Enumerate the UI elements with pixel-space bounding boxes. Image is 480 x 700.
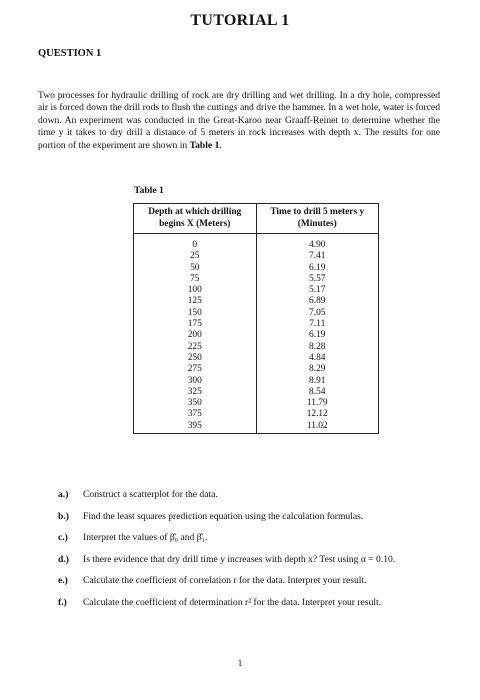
table-row	[134, 353, 379, 364]
question-list	[58, 489, 458, 618]
question-text: Calculate the coefficient of correlation r for the data. Interpret your result.	[83, 575, 367, 586]
problem-paragraph	[38, 90, 440, 152]
time-cell: 11.79	[256, 398, 379, 409]
depth-cell: 250	[134, 353, 257, 364]
question-text: Construct a scatterplot for the data.	[83, 489, 218, 500]
question-item	[58, 511, 458, 533]
depth-cell: 375	[134, 409, 257, 420]
question-label: f.)	[58, 596, 67, 608]
time-cell: 5.17	[256, 285, 379, 296]
data-table	[133, 203, 379, 434]
time-cell: 7.41	[256, 251, 379, 262]
table-row	[134, 308, 379, 319]
table-row	[134, 330, 379, 341]
depth-cell: 200	[134, 330, 257, 341]
time-cell: 8.28	[256, 342, 379, 353]
table-row	[134, 296, 379, 307]
question-item	[58, 575, 458, 597]
question-item	[58, 532, 458, 554]
table-row	[134, 285, 379, 296]
table-row	[134, 263, 379, 274]
header-time: Time to drill 5 meters y (Minutes)	[256, 204, 379, 234]
depth-cell: 25	[134, 251, 257, 262]
paragraph-text: Two processes for hydraulic drilling of rock are dry drilling and wet drilling. In a dry hole, compressed air is forced down the drill rods to flush the cuttings and drive the hammer. In a wet hole, water is forced down. An experiment was conducted in the Great-Karoo near Graaff-Reinet to determine whether the time y it takes to dry drill a distance of 5 meters in rock increases with depth x. The results for one portion of the experiment are shown in	[38, 90, 440, 151]
time-cell: 6.19	[256, 330, 379, 341]
depth-cell: 275	[134, 364, 257, 375]
table-body	[134, 234, 379, 434]
time-cell: 8.54	[256, 387, 379, 398]
table-row	[134, 319, 379, 330]
page-title: TUTORIAL 1	[190, 12, 290, 29]
depth-cell: 325	[134, 387, 257, 398]
table-row	[134, 409, 379, 420]
question-label: b.)	[58, 510, 69, 522]
time-cell: 8.91	[256, 376, 379, 387]
paragraph-end: .	[219, 139, 222, 151]
question-label: a.)	[58, 489, 69, 500]
depth-cell: 50	[134, 263, 257, 274]
table-reference: Table 1	[189, 139, 220, 151]
table-row	[134, 234, 379, 252]
question-item	[58, 489, 458, 511]
depth-cell: 75	[134, 274, 257, 285]
table-row	[134, 274, 379, 285]
table-row	[134, 421, 379, 434]
time-cell: 5.57	[256, 274, 379, 285]
question-text: Find the least squares prediction equation using the calculation formulas.	[83, 510, 364, 522]
time-cell: 6.19	[256, 263, 379, 274]
table-row	[134, 387, 379, 398]
table-row	[134, 342, 379, 353]
table-header-row	[134, 204, 379, 234]
depth-cell: 350	[134, 398, 257, 409]
question-item	[58, 554, 458, 576]
depth-cell: 125	[134, 296, 257, 307]
depth-cell: 300	[134, 376, 257, 387]
header-depth: Depth at which drilling begins X (Meters)	[134, 204, 257, 234]
question-heading: QUESTION 1	[38, 48, 102, 59]
time-cell: 12.12	[256, 409, 379, 420]
depth-cell: 175	[134, 319, 257, 330]
question-text: Is there evidence that dry drill time y increases with depth x? Test using α = 0.10.	[83, 553, 396, 565]
table-caption: Table 1	[134, 185, 164, 196]
depth-cell: 225	[134, 342, 257, 353]
depth-cell: 0	[134, 234, 257, 252]
question-text: Interpret the values of β̂₀ and β̂₁.	[83, 532, 208, 543]
depth-cell: 395	[134, 421, 257, 434]
depth-cell: 100	[134, 285, 257, 296]
time-cell: 4.90	[256, 234, 379, 252]
time-cell: 7.11	[256, 319, 379, 330]
time-cell: 6.89	[256, 296, 379, 307]
question-text: Calculate the coefficient of determination r² for the data. Interpret your result.	[83, 596, 382, 608]
depth-cell: 150	[134, 308, 257, 319]
question-item	[58, 597, 458, 619]
time-cell: 4.84	[256, 353, 379, 364]
time-cell: 7.05	[256, 308, 379, 319]
table-row	[134, 376, 379, 387]
table-row	[134, 398, 379, 409]
time-cell: 11.02	[256, 421, 379, 434]
table-row	[134, 364, 379, 375]
question-label: e.)	[58, 575, 68, 586]
table-row	[134, 251, 379, 262]
question-label: c.)	[58, 532, 68, 543]
question-label: d.)	[58, 553, 69, 565]
time-cell: 8.29	[256, 364, 379, 375]
page-number: 1	[237, 658, 243, 668]
